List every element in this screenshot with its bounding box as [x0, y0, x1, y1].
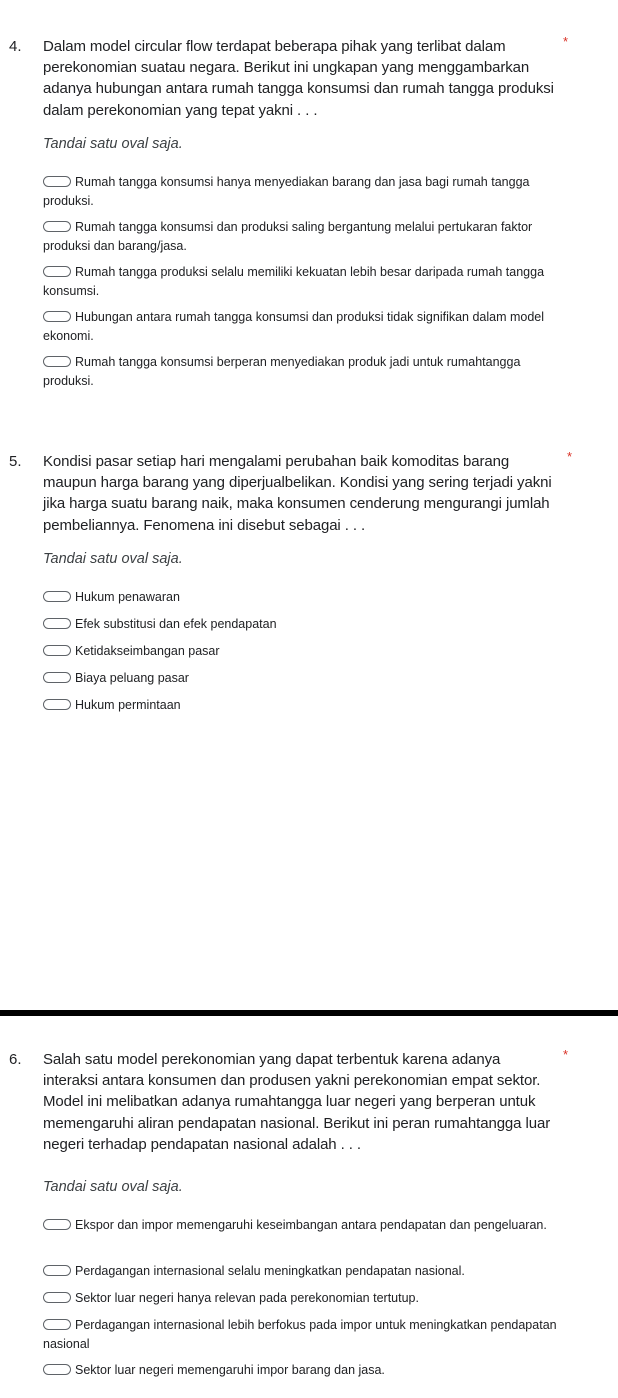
- answer-hint: Tandai satu oval saja.: [43, 1179, 183, 1195]
- radio-oval-icon[interactable]: [43, 618, 71, 629]
- option-label: Rumah tangga konsumsi hanya menyediakan barang dan jasa bagi rumah tangga produksi.: [43, 175, 530, 208]
- radio-option[interactable]: [43, 308, 568, 345]
- required-marker: *: [566, 449, 572, 464]
- question-text: Kondisi pasar setiap hari mengalami perubahan baik komoditas barang maupun harga barang yang diperjualbelikan. Kondisi yang sering terjadi yakni jika harga suatu barang naik, maka konsumen cenderung mengurangi jumlah pembeliannya. Fenomena ini disebut sebagai . . .: [43, 453, 552, 534]
- radio-oval-icon[interactable]: [43, 1265, 71, 1276]
- question-number: 5.: [9, 453, 22, 470]
- radio-oval-icon[interactable]: [43, 591, 71, 602]
- option-label: Rumah tangga konsumsi berperan menyediakan produk jadi untuk rumahtangga produksi.: [43, 355, 521, 388]
- option-label: Perdagangan internasional selalu meningkatkan pendapatan nasional.: [75, 1264, 465, 1278]
- option-label: Ekspor dan impor memengaruhi keseimbangan antara pendapatan dan pengeluaran.: [75, 1218, 547, 1232]
- option-label: Perdagangan internasional lebih berfokus pada impor untuk meningkatkan pendapatan nasional: [43, 1318, 557, 1351]
- question-number: 4.: [9, 38, 22, 55]
- radio-option[interactable]: [43, 588, 568, 607]
- page-divider: [0, 1010, 618, 1016]
- radio-oval-icon[interactable]: [43, 645, 71, 656]
- radio-option[interactable]: [43, 1361, 568, 1380]
- required-marker: *: [562, 34, 568, 49]
- option-label: Sektor luar negeri hanya relevan pada perekonomian tertutup.: [75, 1291, 419, 1305]
- radio-option[interactable]: [43, 1289, 568, 1308]
- radio-option[interactable]: [43, 669, 568, 688]
- option-label: Rumah tangga konsumsi dan produksi saling bergantung melalui pertukaran faktor produksi dan barang/jasa.: [43, 220, 533, 253]
- option-label: Rumah tangga produksi selalu memiliki kekuatan lebih besar daripada rumah tangga konsumsi.: [43, 265, 545, 298]
- radio-oval-icon[interactable]: [43, 221, 71, 232]
- radio-option[interactable]: [43, 696, 568, 715]
- radio-option[interactable]: [43, 1216, 568, 1235]
- radio-oval-icon[interactable]: [43, 311, 71, 322]
- answer-hint: Tandai satu oval saja.: [43, 136, 183, 152]
- option-label: Hubungan antara rumah tangga konsumsi dan produksi tidak signifikan dalam model ekonomi.: [43, 310, 545, 343]
- radio-oval-icon[interactable]: [43, 356, 71, 367]
- radio-option[interactable]: [43, 173, 568, 210]
- radio-oval-icon[interactable]: [43, 672, 71, 683]
- radio-option[interactable]: [43, 1316, 568, 1353]
- radio-oval-icon[interactable]: [43, 266, 71, 277]
- option-label: Hukum penawaran: [75, 590, 180, 604]
- required-marker: *: [562, 1047, 568, 1062]
- question-text: Salah satu model perekonomian yang dapat terbentuk karena adanya interaksi antara konsumen dan produsen yakni perekonomian empat sektor. Model ini melibatkan adanya rumahtangga luar negeri yang berperan untuk memengaruhi aliran pendapatan nasional. Berikut ini peran rumahtangga luar negeri terhadap pendapatan nasional adalah . . .: [43, 1051, 551, 1153]
- radio-oval-icon[interactable]: [43, 1364, 71, 1375]
- radio-option[interactable]: [43, 642, 568, 661]
- option-label: Efek substitusi dan efek pendapatan: [75, 617, 277, 631]
- radio-oval-icon[interactable]: [43, 176, 71, 187]
- radio-option[interactable]: [43, 615, 568, 634]
- radio-option[interactable]: [43, 353, 568, 390]
- answer-hint: Tandai satu oval saja.: [43, 551, 183, 567]
- radio-option[interactable]: [43, 218, 568, 255]
- radio-oval-icon[interactable]: [43, 1319, 71, 1330]
- option-label: Ketidakseimbangan pasar: [75, 644, 220, 658]
- radio-option[interactable]: [43, 263, 568, 300]
- question-number: 6.: [9, 1051, 22, 1068]
- question-text: Dalam model circular flow terdapat beberapa pihak yang terlibat dalam perekonomian suatau negara. Berikut ini ungkapan yang menggambarkan adanya hubungan antara rumah tangga konsumsi dan rumah tangga produksi dalam perekonomian yang tepat yakni . . .: [43, 38, 554, 119]
- radio-option[interactable]: [43, 1262, 568, 1281]
- option-label: Sektor luar negeri memengaruhi impor barang dan jasa.: [75, 1363, 385, 1377]
- option-label: Hukum permintaan: [75, 698, 181, 712]
- option-label: Biaya peluang pasar: [75, 671, 189, 685]
- radio-oval-icon[interactable]: [43, 1292, 71, 1303]
- radio-oval-icon[interactable]: [43, 1219, 71, 1230]
- radio-oval-icon[interactable]: [43, 699, 71, 710]
